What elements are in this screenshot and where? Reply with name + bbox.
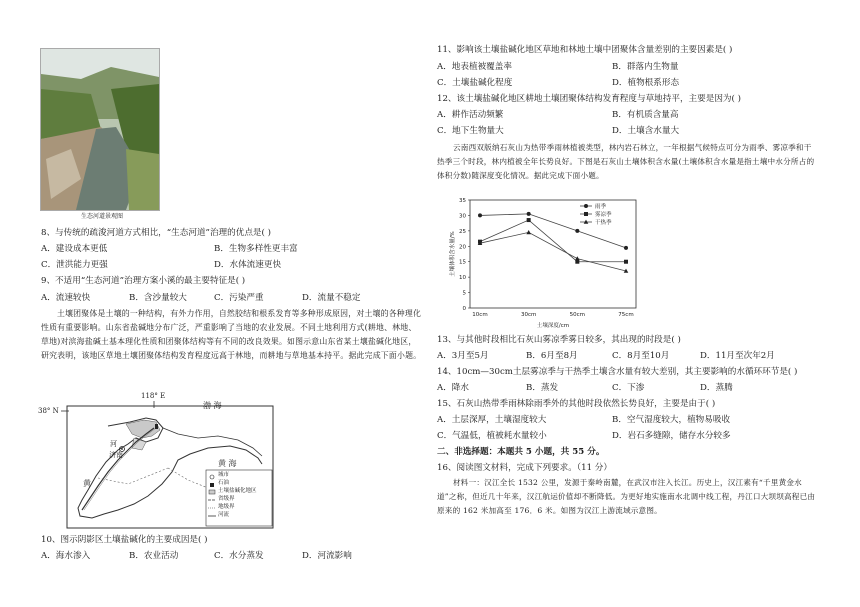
- q15-option-d[interactable]: D．岩石多缝隙，储存水分较多: [612, 431, 731, 441]
- q9-option-d[interactable]: D．流量不稳定: [302, 293, 361, 303]
- q12-option-a[interactable]: A．耕作活动频繁: [437, 110, 504, 120]
- q12-option-d[interactable]: D．土壤含水量大: [612, 126, 680, 136]
- q8-option-d[interactable]: D．水体流速更快: [214, 260, 282, 270]
- map-legend-oil: 石油: [218, 480, 230, 486]
- q15-option-a[interactable]: A．土层深厚，土壤湿度较大: [437, 415, 547, 425]
- q9-stem: 9、不适用“生态河道”治理方案小溪的最主要特征是( ): [41, 276, 246, 286]
- photo-caption: 生态河道景观图: [81, 213, 124, 220]
- series-line-2: [480, 220, 626, 262]
- series-1-point: [575, 229, 579, 233]
- q13-option-a[interactable]: A．3月至5月: [437, 351, 489, 361]
- q14-option-b[interactable]: B．蒸发: [526, 383, 559, 393]
- series-2-point: [624, 260, 628, 264]
- series-1-point: [478, 213, 482, 217]
- map-legend-prefecture: 地级界: [218, 504, 235, 510]
- section-2-heading: 二、非选择题：本题共 5 小题，共 55 分。: [437, 447, 605, 457]
- map-legend-city: 城市: [218, 472, 230, 478]
- x-tick-label: 30cm: [520, 312, 537, 318]
- q8-option-c[interactable]: C．泄洪能力更强: [41, 260, 108, 270]
- map-legend-saline: 土壤盐碱化地区: [218, 488, 257, 494]
- q14-option-a[interactable]: A．降水: [437, 383, 469, 393]
- legend-label-2: 雾凉季: [595, 212, 612, 218]
- q11-option-d[interactable]: D．植物根系形态: [612, 78, 680, 88]
- map-jinan-label: 济南: [109, 451, 123, 459]
- q14-stem: 14、10cm—30cm土层雾凉季与干热季土壤含水量有较大差别，其主要影响的水循环环节是( ): [437, 367, 798, 377]
- series-3-point: [575, 256, 580, 260]
- y-tick-label: 25: [459, 228, 466, 235]
- q9-option-a[interactable]: A．流速较快: [41, 293, 91, 303]
- series-2-point: [527, 218, 531, 222]
- series-line-3: [480, 232, 626, 271]
- q9-option-c[interactable]: C．污染严重: [214, 293, 264, 303]
- y-axis-label: 土壤体积含水量/%: [450, 231, 456, 277]
- y-tick-label: 30: [459, 213, 466, 220]
- y-tick-label: 5: [462, 290, 466, 297]
- q14-option-d[interactable]: D．蒸腾: [700, 383, 733, 393]
- map-legend-province: 省级界: [218, 496, 235, 502]
- map-bohai-label: 渤 海: [203, 401, 222, 410]
- q8-option-a[interactable]: A．建设成本更低: [41, 244, 108, 254]
- series-line-1: [480, 214, 626, 248]
- q13-stem: 13、与其他时段相比石灰山雾凉季雾日较多，其出现的时段是( ): [437, 335, 681, 345]
- q16-material-1: 材料一：汉江全长 1532 公里，发源于秦岭南麓，在武汉市注入长江。历史上，汉江素有“千里黄金水道”之称，但近几十年来，汉江航运价值却不断降低。为更好地实施南水北调中线工程，丹江口大坝坝高程已由原来的 162 米加高至 176．6 米。如图为汉江上游流域示意图。: [437, 478, 816, 515]
- q15-option-b[interactable]: B．空气湿度较大，植物易吸收: [612, 415, 731, 425]
- q11-option-a[interactable]: A．地表植被覆盖率: [437, 62, 512, 72]
- q10-option-c[interactable]: C．水分蒸发: [214, 551, 264, 561]
- x-tick-label: 75cm: [618, 312, 634, 318]
- q8-stem: 8、与传统的疏浚河道方式相比，“生态河道”治理的优点是( ): [41, 228, 271, 238]
- legend-label-1: 雨季: [595, 204, 607, 210]
- q12-option-b[interactable]: B．有机质含量高: [612, 110, 679, 120]
- y-tick-label: 10: [459, 275, 466, 282]
- q10-stem: 10、图示阴影区土壤盐碱化的主要成因是( ): [41, 535, 208, 545]
- map-huanghai-label: 黄 海: [218, 459, 237, 468]
- q11-stem: 11、影响该土壤盐碱化地区草地和林地土壤中团聚体含量差别的主要因素是( ): [437, 45, 733, 55]
- q10-option-d[interactable]: D．河流影响: [302, 551, 352, 561]
- series-3-point: [526, 230, 531, 234]
- soil-moisture-chart-svg: [448, 192, 644, 330]
- q10-option-b[interactable]: B．农业活动: [129, 551, 179, 561]
- y-tick-label: 35: [459, 198, 466, 204]
- y-tick-label: 0: [462, 306, 466, 312]
- q9-option-b[interactable]: B．含沙量较大: [129, 293, 187, 303]
- ecological-river-photo: [40, 48, 160, 211]
- q13-option-c[interactable]: C．8月至10月: [612, 351, 670, 361]
- q10-option-a[interactable]: A．海水渗入: [41, 551, 91, 561]
- q15-stem: 15、石灰山热带季雨林除雨季外的其他时段依然长势良好，主要是由于( ): [437, 399, 716, 409]
- shandong-map: [38, 392, 278, 530]
- q8-option-b[interactable]: B．生物多样性更丰富: [214, 244, 298, 254]
- soil-moisture-chart: [448, 192, 644, 330]
- y-tick-label: 15: [459, 259, 466, 266]
- x-tick-label: 50cm: [569, 312, 586, 318]
- map-longitude-label: 118° E: [141, 392, 166, 400]
- map-river-label: 河: [110, 440, 117, 448]
- legend-marker-2: [584, 212, 588, 216]
- passage-soil-aggregates: 土壤团聚体是土壤的一种结构，有外力作用，自然胶结和根系发育等多种形成原因，对土壤的各种理化性质有重要影响。山东省盐碱地分布广泛，严重影响了当地的农业发展。不同土地利用方式(耕地、林地、草地)对滨海盐碱土基本理化性质和团聚体结构等有不同的改良效果。如图示意山东省某土壤盐碱化地区，研究表明，该地区草地土壤团聚体结构发育程度远高于林地，而耕地与草地基本持平。据此完成下面小题。: [41, 309, 422, 360]
- y-tick-label: 20: [459, 244, 466, 251]
- series-1-point: [624, 246, 628, 250]
- map-huang-label: 黄: [83, 479, 91, 488]
- passage-limestone: 云南西双版纳石灰山为热带季雨林植被类型，林内岩石林立，一年根据气候特点可分为雨季、雾凉季和干热季三个时段，林内植被全年长势良好。下图是石灰山土壤体积含水量(土壤体积含水量是指土壤中水分所占的体积分数)随深度变化情况。据此完成下面小题。: [437, 143, 815, 180]
- q15-option-c[interactable]: C．气温低，植被耗水量较小: [437, 431, 547, 441]
- legend-marker-1: [584, 204, 588, 208]
- map-latitude-label: 38° N: [38, 407, 59, 415]
- series-1-point: [527, 212, 531, 216]
- map-legend-river: 河流: [218, 512, 230, 518]
- x-tick-label: 10cm: [472, 312, 488, 318]
- q16-stem: 16、阅读图文材料，完成下列要求。（11 分）: [437, 463, 612, 473]
- q11-option-c[interactable]: C．土壤盐碱化程度: [437, 78, 513, 88]
- q13-option-b[interactable]: B．6月至8月: [526, 351, 578, 361]
- q11-option-b[interactable]: B．群落内生物量: [612, 62, 679, 72]
- legend-label-3: 干热季: [595, 220, 612, 226]
- x-axis-label: 土壤深度/cm: [536, 323, 570, 329]
- q12-stem: 12、该土壤盐碱化地区耕地土壤团聚体结构发育程度与草地持平，主要是因为( ): [437, 94, 741, 104]
- q13-option-d[interactable]: D．11月至次年2月: [700, 351, 775, 361]
- q12-option-c[interactable]: C．地下生物量大: [437, 126, 504, 136]
- q14-option-c[interactable]: C．下渗: [612, 383, 645, 393]
